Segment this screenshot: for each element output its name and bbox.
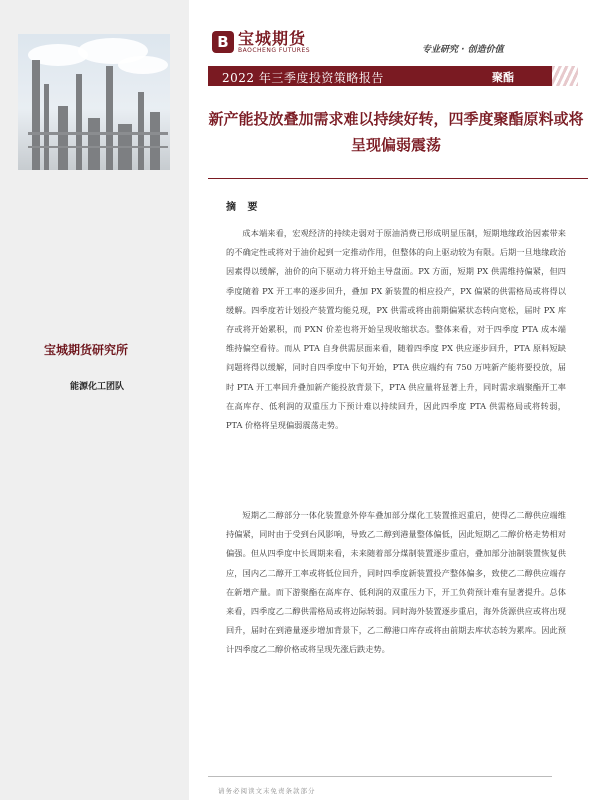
abstract-paragraph: 短期乙二醇部分一体化装置意外停车叠加部分煤化工装置推迟重启，使得乙二醇供应端维持偏紧，同时由于受到台风影响，导致乙二醇到港量整体偏低，因此短期乙二醇价格走势相对偏强。但从四季度中长周期来看，未来随着部分煤制装置逐步重启，叠加部分油制装置恢复供应，国内乙二醇开工率或将低位回升，同时四季度新装置投产整体偏多，致使乙二醇供应端存在新增产量。而下游聚酯在高库存、低利润的双重压力下，开工负荷预计难有显著提升。总体来看，四季度乙二醇供需格局或将边际转弱。同时海外装置逐步重启，海外货源供应或将出现回升，届时在到港量逐步增加背景下，乙二醇港口库存或将由前期去库状态转为累库。因此预计四季度乙二醇价格或将呈现先涨后跌走势。: [226, 510, 566, 655]
banner-stripes: [552, 66, 578, 86]
refinery-photo: [18, 34, 170, 170]
logo-mark: B: [212, 31, 234, 53]
logo-name-cn: 宝城期货: [238, 29, 307, 48]
footer-disclaimer: 请务必阅读文末免责条款部分: [218, 787, 316, 795]
team-name: 能源化工团队: [70, 382, 125, 392]
report-title: 2022 年三季度投资策略报告: [222, 71, 384, 85]
slogan: 专业研究 · 创造价值: [422, 45, 504, 55]
abstract-heading: 摘 要: [226, 202, 262, 213]
company-logo: [212, 30, 310, 54]
institute-name: 宝城期货研究所: [44, 343, 129, 357]
headline: 新产能投放叠加需求难以持续好转，四季度聚酯原料或将呈现偏弱震荡: [208, 110, 584, 154]
footer-divider: [208, 776, 552, 777]
left-sidebar: [0, 0, 189, 800]
report-category: 聚酯: [492, 71, 514, 84]
logo-name-en: BAOCHENG FUTURES: [238, 47, 311, 54]
abstract-paragraph: 成本端来看，宏观经济的持续走弱对于原油消费已形成明显压制，短期地缘政治因素带来的不确定性或将对于油价起到一定推动作用，但整体的向上驱动较为有限。后期一旦地缘政治因素得以缓解，油价的向下驱动力将开始主导盘面。PX 方面，短期 PX 供需维持偏紧，但四季度随着 PX 开工率的逐步回升，叠加 PX 新装置的相应投产，PX 偏紧的供需格局或将得以缓解。四季度若计划投产装置均能兑现，PX 供需或将由前期偏紧状态转向宽松，届时 PX 库存或将开始累积，而 PXN 价差也将开始呈现收缩状态。整体来看，对于四季度 PTA 成本端维持偏空看待。而从 PTA 自身供需层面来看，随着四季度 PX 供应逐步回升，PTA 原料短缺问题将得以缓解，同时自四季度中下旬开始，PTA 供应端约有 750 万吨新产能将要投放，届时 PTA 开工率回升叠加新产能投放背景下，PTA 供应量将显著上升，同时需求端聚酯开工率在高库存、低利润的双重压力下预计难以持续回升，因此四季度 PTA 供需格局或将转弱，PTA 价格将呈现偏弱震荡走势。: [226, 228, 567, 431]
headline-divider: [208, 178, 588, 179]
